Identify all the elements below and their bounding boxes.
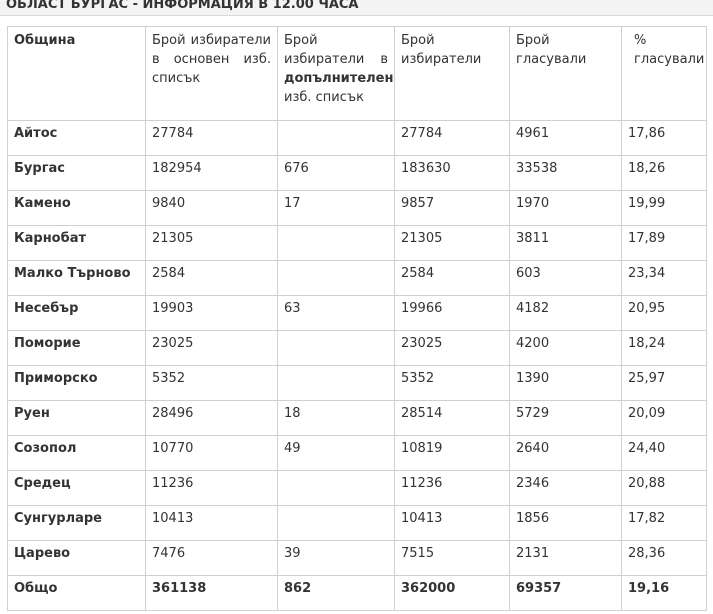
cell-voters-main: 7476 <box>146 541 278 576</box>
cell-municipality: Айтос <box>8 121 146 156</box>
cell-percent: 24,40 <box>622 436 707 471</box>
cell-voters-total: 9857 <box>395 191 510 226</box>
cell-voters-main: 23025 <box>146 331 278 366</box>
cell-percent: 19,99 <box>622 191 707 226</box>
cell-voters-total: 28514 <box>395 401 510 436</box>
table-row <box>8 401 707 436</box>
cell-percent: 28,36 <box>622 541 707 576</box>
header-voters-extra-post: изб. списък <box>284 90 364 105</box>
cell-voters-extra: 63 <box>278 296 395 331</box>
header-voters-total: Брой избиратели <box>395 27 510 121</box>
table-row <box>8 296 707 331</box>
cell-voters-total: 27784 <box>395 121 510 156</box>
cell-voters-total: 5352 <box>395 366 510 401</box>
cell-voters-main: 5352 <box>146 366 278 401</box>
cell-voted: 5729 <box>510 401 622 436</box>
cell-voters-extra <box>278 366 395 401</box>
cell-voters-total: 19966 <box>395 296 510 331</box>
table-row <box>8 191 707 226</box>
cell-municipality: Средец <box>8 471 146 506</box>
cell-percent: 18,24 <box>622 331 707 366</box>
cell-voted: 33538 <box>510 156 622 191</box>
total-cell-voters-total: 362000 <box>395 576 510 611</box>
cell-voted: 603 <box>510 261 622 296</box>
cell-voters-extra: 676 <box>278 156 395 191</box>
cell-voters-extra: 49 <box>278 436 395 471</box>
cell-municipality: Карнобат <box>8 226 146 261</box>
cell-percent: 20,95 <box>622 296 707 331</box>
cell-voters-extra: 17 <box>278 191 395 226</box>
cell-percent: 17,86 <box>622 121 707 156</box>
cell-voters-main: 10770 <box>146 436 278 471</box>
cell-voters-extra: 18 <box>278 401 395 436</box>
cell-voters-total: 10413 <box>395 506 510 541</box>
header-voters-extra-bold: допълнителен <box>284 71 394 86</box>
cell-voters-main: 27784 <box>146 121 278 156</box>
cell-percent: 20,88 <box>622 471 707 506</box>
cell-voters-extra <box>278 226 395 261</box>
table-row <box>8 471 707 506</box>
cell-voters-main: 182954 <box>146 156 278 191</box>
total-cell-voters-extra: 862 <box>278 576 395 611</box>
cell-municipality: Бургас <box>8 156 146 191</box>
table-header-row <box>8 27 707 121</box>
header-voters-main: Брой избиратели в основен изб. списък <box>146 27 278 121</box>
header-municipality: Община <box>8 27 146 121</box>
cell-voted: 2131 <box>510 541 622 576</box>
header-voted: Брой гласували <box>510 27 622 121</box>
cell-municipality: Созопол <box>8 436 146 471</box>
cell-voters-total: 11236 <box>395 471 510 506</box>
cell-voted: 1856 <box>510 506 622 541</box>
cell-voters-extra <box>278 261 395 296</box>
cell-percent: 20,09 <box>622 401 707 436</box>
table-row <box>8 121 707 156</box>
total-cell-percent: 19,16 <box>622 576 707 611</box>
cell-voted: 2346 <box>510 471 622 506</box>
header-voters-extra-pre: Брой избиратели в <box>284 33 388 67</box>
cell-voted: 3811 <box>510 226 622 261</box>
cell-voters-main: 2584 <box>146 261 278 296</box>
cell-voters-total: 2584 <box>395 261 510 296</box>
table-total-row <box>8 576 707 611</box>
cell-percent: 18,26 <box>622 156 707 191</box>
cell-municipality: Царево <box>8 541 146 576</box>
cell-percent: 25,97 <box>622 366 707 401</box>
cell-voters-total: 21305 <box>395 226 510 261</box>
cell-voters-extra: 39 <box>278 541 395 576</box>
cell-voters-main: 28496 <box>146 401 278 436</box>
cell-municipality: Сунгурларе <box>8 506 146 541</box>
total-cell-voted: 69357 <box>510 576 622 611</box>
cell-voters-extra <box>278 471 395 506</box>
cell-voters-total: 183630 <box>395 156 510 191</box>
table-row <box>8 436 707 471</box>
cell-municipality: Камено <box>8 191 146 226</box>
cell-voters-total: 10819 <box>395 436 510 471</box>
cell-percent: 17,82 <box>622 506 707 541</box>
cell-voters-total: 23025 <box>395 331 510 366</box>
table-row <box>8 261 707 296</box>
cell-percent: 23,34 <box>622 261 707 296</box>
cell-municipality: Руен <box>8 401 146 436</box>
cell-municipality: Приморско <box>8 366 146 401</box>
cell-voted: 4182 <box>510 296 622 331</box>
table-row <box>8 226 707 261</box>
cell-voted: 4200 <box>510 331 622 366</box>
cell-voted: 2640 <box>510 436 622 471</box>
cell-voted: 4961 <box>510 121 622 156</box>
cell-percent: 17,89 <box>622 226 707 261</box>
cell-voters-extra <box>278 121 395 156</box>
cell-voters-main: 11236 <box>146 471 278 506</box>
total-cell-voters-main: 361138 <box>146 576 278 611</box>
cell-voters-main: 10413 <box>146 506 278 541</box>
cell-municipality: Малко Търново <box>8 261 146 296</box>
cell-voters-extra <box>278 506 395 541</box>
cell-voted: 1390 <box>510 366 622 401</box>
header-percent: % гласували <box>622 27 707 121</box>
table-row <box>8 366 707 401</box>
table-row <box>8 541 707 576</box>
table-row <box>8 331 707 366</box>
table-row <box>8 156 707 191</box>
total-cell-municipality: Общо <box>8 576 146 611</box>
header-voters-extra <box>278 27 395 121</box>
cell-municipality: Несебър <box>8 296 146 331</box>
table-row <box>8 506 707 541</box>
turnout-table <box>7 26 707 611</box>
cell-voters-main: 21305 <box>146 226 278 261</box>
cell-municipality: Поморие <box>8 331 146 366</box>
cell-voters-main: 9840 <box>146 191 278 226</box>
cell-voters-total: 7515 <box>395 541 510 576</box>
cell-voted: 1970 <box>510 191 622 226</box>
cell-voters-main: 19903 <box>146 296 278 331</box>
page-title: ОБЛАСТ БУРГАС - ИНФОРМАЦИЯ В 12.00 ЧАСА <box>0 0 713 16</box>
cell-voters-extra <box>278 331 395 366</box>
